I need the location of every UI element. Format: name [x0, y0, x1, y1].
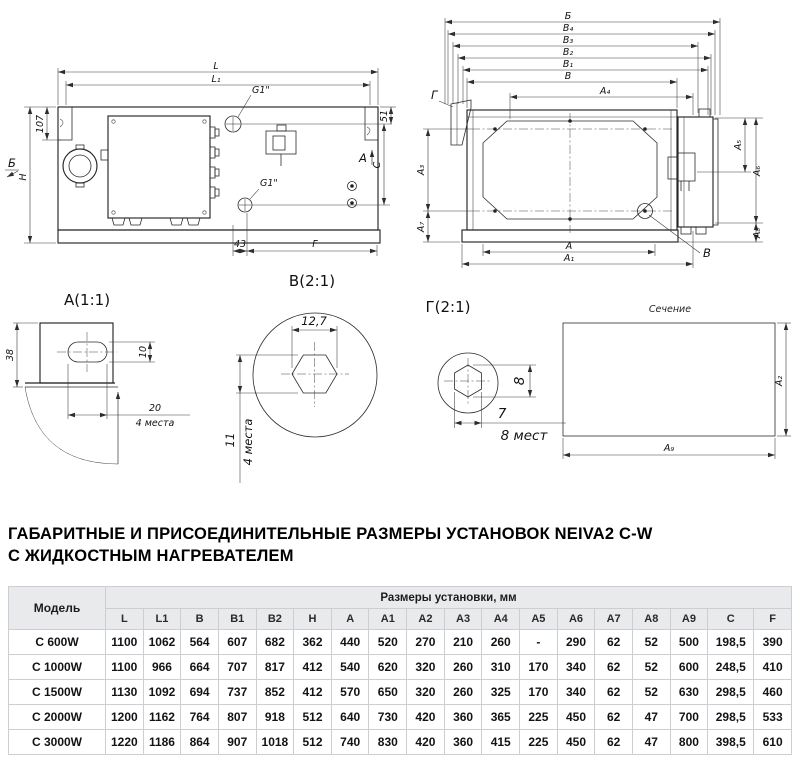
- dim-label-f: F: [312, 239, 318, 250]
- table-head: [9, 587, 792, 630]
- dim-label-20-places: 4 места: [135, 418, 175, 429]
- column-header-a6: A6: [557, 609, 595, 630]
- dim-cell: 420: [407, 705, 445, 730]
- dim-label-c: C: [372, 161, 383, 169]
- dim-cell: 270: [407, 630, 445, 655]
- callout-label-b: В: [703, 246, 711, 260]
- section-rect: [563, 323, 775, 436]
- dim-cell: -: [520, 630, 558, 655]
- column-header-b1: B1: [218, 609, 256, 630]
- dim-cell: 630: [670, 680, 708, 705]
- column-header-l: L: [106, 609, 144, 630]
- dim-cell: 707: [218, 655, 256, 680]
- column-header-b2: B2: [256, 609, 294, 630]
- dim-cell: 412: [294, 655, 332, 680]
- column-header-a: A: [331, 609, 369, 630]
- front-view-drawing: [0, 55, 400, 290]
- dim-label-g1-top: G1": [252, 85, 270, 96]
- column-header-a7: A7: [595, 609, 633, 630]
- table-row: [9, 730, 792, 755]
- dim-cell: 47: [632, 705, 670, 730]
- dim-cell: 52: [632, 680, 670, 705]
- column-header-a4: A4: [482, 609, 520, 630]
- model-cell: С 1500W: [9, 680, 106, 705]
- dim-cell: 1100: [106, 630, 144, 655]
- dim-cell: 340: [557, 680, 595, 705]
- dim-cell: 225: [520, 705, 558, 730]
- dim-cell: 730: [369, 705, 407, 730]
- dim-cell: 415: [482, 730, 520, 755]
- dim-cell: 907: [218, 730, 256, 755]
- dimensions-table: [8, 586, 792, 755]
- cable-glands: [101, 127, 219, 225]
- model-header: Модель: [9, 587, 106, 630]
- dim-label-b: B: [564, 71, 572, 82]
- dim-cell: 694: [181, 680, 219, 705]
- column-header-b: B: [181, 609, 219, 630]
- dim-label-7-places: 8 мест: [500, 428, 548, 444]
- dim-label-a8: A₈: [752, 227, 763, 239]
- dim-cell: 298,5: [708, 680, 754, 705]
- control-box: [108, 116, 210, 218]
- dim-cell: 807: [218, 705, 256, 730]
- group-header-row: [9, 587, 792, 609]
- dim-label-38: 38: [5, 348, 16, 362]
- dim-cell: 740: [331, 730, 369, 755]
- dim-label-h: H: [18, 173, 29, 181]
- dim-cell: 320: [407, 680, 445, 705]
- dim-cell: 170: [520, 680, 558, 705]
- dim-label-a: A: [565, 241, 573, 252]
- page-title-line1: ГАБАРИТНЫЕ И ПРИСОЕДИНИТЕЛЬНЫЕ РАЗМЕРЫ УСТАНОВОК NEIVA2 C-W: [8, 525, 653, 543]
- detail-b-dimensions: [223, 314, 337, 483]
- dim-cell: 362: [294, 630, 332, 655]
- dim-cell: 62: [595, 655, 633, 680]
- dim-cell: 512: [294, 705, 332, 730]
- dim-cell: 260: [444, 655, 482, 680]
- dim-cell: 420: [407, 730, 445, 755]
- table-row: [9, 630, 792, 655]
- detail-b-geometry: [253, 313, 377, 437]
- dim-cell: 290: [557, 630, 595, 655]
- dim-cell: 610: [754, 730, 792, 755]
- dim-cell: 52: [632, 655, 670, 680]
- column-header-h: H: [294, 609, 332, 630]
- dim-cell: 325: [482, 680, 520, 705]
- column-header-c: C: [708, 609, 754, 630]
- column-header-a1: A1: [369, 609, 407, 630]
- grommet: [63, 149, 97, 183]
- dim-cell: 700: [670, 705, 708, 730]
- dim-cell: 1186: [143, 730, 181, 755]
- dim-label-b4: B₄: [562, 23, 574, 34]
- side-view-drawing: [415, 5, 795, 290]
- dim-cell: 800: [670, 730, 708, 755]
- dim-cell: 62: [595, 630, 633, 655]
- mounting-bracket: [451, 100, 471, 145]
- dim-cell: 1100: [106, 655, 144, 680]
- dim-cell: 1130: [106, 680, 144, 705]
- dim-label-a7: A₇: [416, 221, 427, 233]
- dim-cell: 398,5: [708, 730, 754, 755]
- dim-cell: 62: [595, 730, 633, 755]
- dim-cell: 360: [444, 705, 482, 730]
- dim-cell: 365: [482, 705, 520, 730]
- detail-g-drawing: [418, 292, 568, 457]
- column-header-f: F: [754, 609, 792, 630]
- table-body: [9, 630, 792, 755]
- detail-a-geometry: [25, 323, 118, 464]
- detail-g-dimensions: [455, 365, 567, 444]
- dim-label-a5: A₅: [733, 139, 744, 151]
- detail-g-geometry: [438, 353, 498, 413]
- dim-cell: 410: [754, 655, 792, 680]
- dim-label-l: L: [213, 61, 219, 72]
- dim-cell: 737: [218, 680, 256, 705]
- page-title: [8, 524, 653, 567]
- dim-cell: 62: [595, 705, 633, 730]
- dim-cell: 320: [407, 655, 445, 680]
- column-header-a9: A9: [670, 609, 708, 630]
- dim-cell: 47: [632, 730, 670, 755]
- dim-cell: 570: [331, 680, 369, 705]
- column-header-a8: A8: [632, 609, 670, 630]
- view-marker-b: Б: [8, 156, 16, 170]
- dim-label-10: 10: [138, 345, 149, 359]
- dim-cell: 966: [143, 655, 181, 680]
- dim-cell: 540: [331, 655, 369, 680]
- dim-cell: 1200: [106, 705, 144, 730]
- dim-label-a2: A₂: [774, 375, 785, 387]
- dim-cell: 210: [444, 630, 482, 655]
- dim-label-20: 20: [148, 403, 162, 414]
- dim-cell: 512: [294, 730, 332, 755]
- table-row: [9, 705, 792, 730]
- page-title-line2: С ЖИДКОСТНЫМ НАГРЕВАТЕЛЕМ: [8, 546, 294, 565]
- valve-actuator: [668, 153, 695, 191]
- detail-a-drawing: [5, 288, 220, 498]
- dim-label-a6: A₆: [752, 165, 763, 177]
- column-header-l1: L1: [143, 609, 181, 630]
- dim-cell: 310: [482, 655, 520, 680]
- dim-cell: 682: [256, 630, 294, 655]
- dim-cell: 564: [181, 630, 219, 655]
- front-dimensions: [5, 61, 396, 256]
- dim-cell: 1162: [143, 705, 181, 730]
- column-header-row: [9, 609, 792, 630]
- dim-label-12-7: 12,7: [301, 314, 327, 328]
- dim-label-a9: A₉: [663, 443, 675, 454]
- detail-b-drawing: [223, 268, 443, 493]
- pressure-switch: [266, 125, 296, 166]
- dim-cell: 620: [369, 655, 407, 680]
- dim-label-a4: A₄: [599, 86, 611, 97]
- dim-label-11: 11: [223, 432, 237, 448]
- group-header: Размеры установки, мм: [106, 587, 792, 609]
- dim-cell: 440: [331, 630, 369, 655]
- dim-cell: 260: [482, 630, 520, 655]
- dim-label-b3: B₃: [562, 35, 574, 46]
- dim-cell: 600: [670, 655, 708, 680]
- dim-cell: 852: [256, 680, 294, 705]
- dim-label-l1: L₁: [211, 74, 221, 85]
- section-drawing: [558, 295, 800, 467]
- dim-cell: 1092: [143, 680, 181, 705]
- dim-cell: 864: [181, 730, 219, 755]
- dim-label-b-total: Б: [564, 11, 572, 22]
- dim-cell: 533: [754, 705, 792, 730]
- callout-label-g: Г: [431, 88, 438, 102]
- dim-cell: 248,5: [708, 655, 754, 680]
- dim-cell: 225: [520, 730, 558, 755]
- dim-cell: 52: [632, 630, 670, 655]
- dim-label-11-places: 4 места: [241, 418, 255, 466]
- dim-cell: 830: [369, 730, 407, 755]
- table-row: [9, 680, 792, 705]
- detail-b-title: В(2:1): [288, 272, 336, 290]
- dim-cell: 360: [444, 730, 482, 755]
- dim-label-107: 107: [35, 114, 46, 134]
- dim-cell: 640: [331, 705, 369, 730]
- dim-cell: 1062: [143, 630, 181, 655]
- dim-cell: 198,5: [708, 630, 754, 655]
- model-cell: С 1000W: [9, 655, 106, 680]
- dim-cell: 460: [754, 680, 792, 705]
- dim-cell: 764: [181, 705, 219, 730]
- dim-cell: 664: [181, 655, 219, 680]
- dim-cell: 1018: [256, 730, 294, 755]
- detail-a-dimensions: [5, 323, 190, 429]
- dim-cell: 62: [595, 680, 633, 705]
- dim-cell: 1220: [106, 730, 144, 755]
- front-unit-body: [58, 107, 392, 243]
- dim-cell: 500: [670, 630, 708, 655]
- model-cell: С 3000W: [9, 730, 106, 755]
- dim-cell: 450: [557, 705, 595, 730]
- view-marker-a: A: [359, 151, 367, 165]
- dim-cell: 450: [557, 730, 595, 755]
- column-header-a5: A5: [520, 609, 558, 630]
- dim-cell: 298,5: [708, 705, 754, 730]
- model-cell: С 600W: [9, 630, 106, 655]
- dim-label-g1-bottom: G1": [260, 178, 278, 189]
- dim-label-b1: B₁: [562, 59, 574, 70]
- detail-g-title: Г(2:1): [425, 298, 471, 316]
- dim-cell: 520: [369, 630, 407, 655]
- column-header-a3: A3: [444, 609, 482, 630]
- dim-cell: 170: [520, 655, 558, 680]
- dim-cell: 817: [256, 655, 294, 680]
- dim-cell: 607: [218, 630, 256, 655]
- section-dimensions: [563, 323, 791, 459]
- dim-label-7: 7: [497, 406, 507, 422]
- dim-label-8: 8: [512, 376, 528, 386]
- dim-cell: 260: [444, 680, 482, 705]
- dim-label-51: 51: [379, 109, 390, 123]
- model-cell: С 2000W: [9, 705, 106, 730]
- dim-cell: 390: [754, 630, 792, 655]
- side-unit-body: [451, 100, 718, 242]
- dim-cell: 340: [557, 655, 595, 680]
- dim-label-a3: A₃: [416, 164, 427, 176]
- dim-label-43: 43: [233, 239, 247, 250]
- column-header-a2: A2: [407, 609, 445, 630]
- table-row: [9, 655, 792, 680]
- section-title: Сечение: [648, 304, 692, 315]
- dim-cell: 918: [256, 705, 294, 730]
- dim-label-b2: B₂: [562, 47, 574, 58]
- dim-cell: 650: [369, 680, 407, 705]
- dim-cell: 412: [294, 680, 332, 705]
- dim-label-a1: A₁: [563, 253, 575, 264]
- detail-a-title: А(1:1): [63, 291, 111, 309]
